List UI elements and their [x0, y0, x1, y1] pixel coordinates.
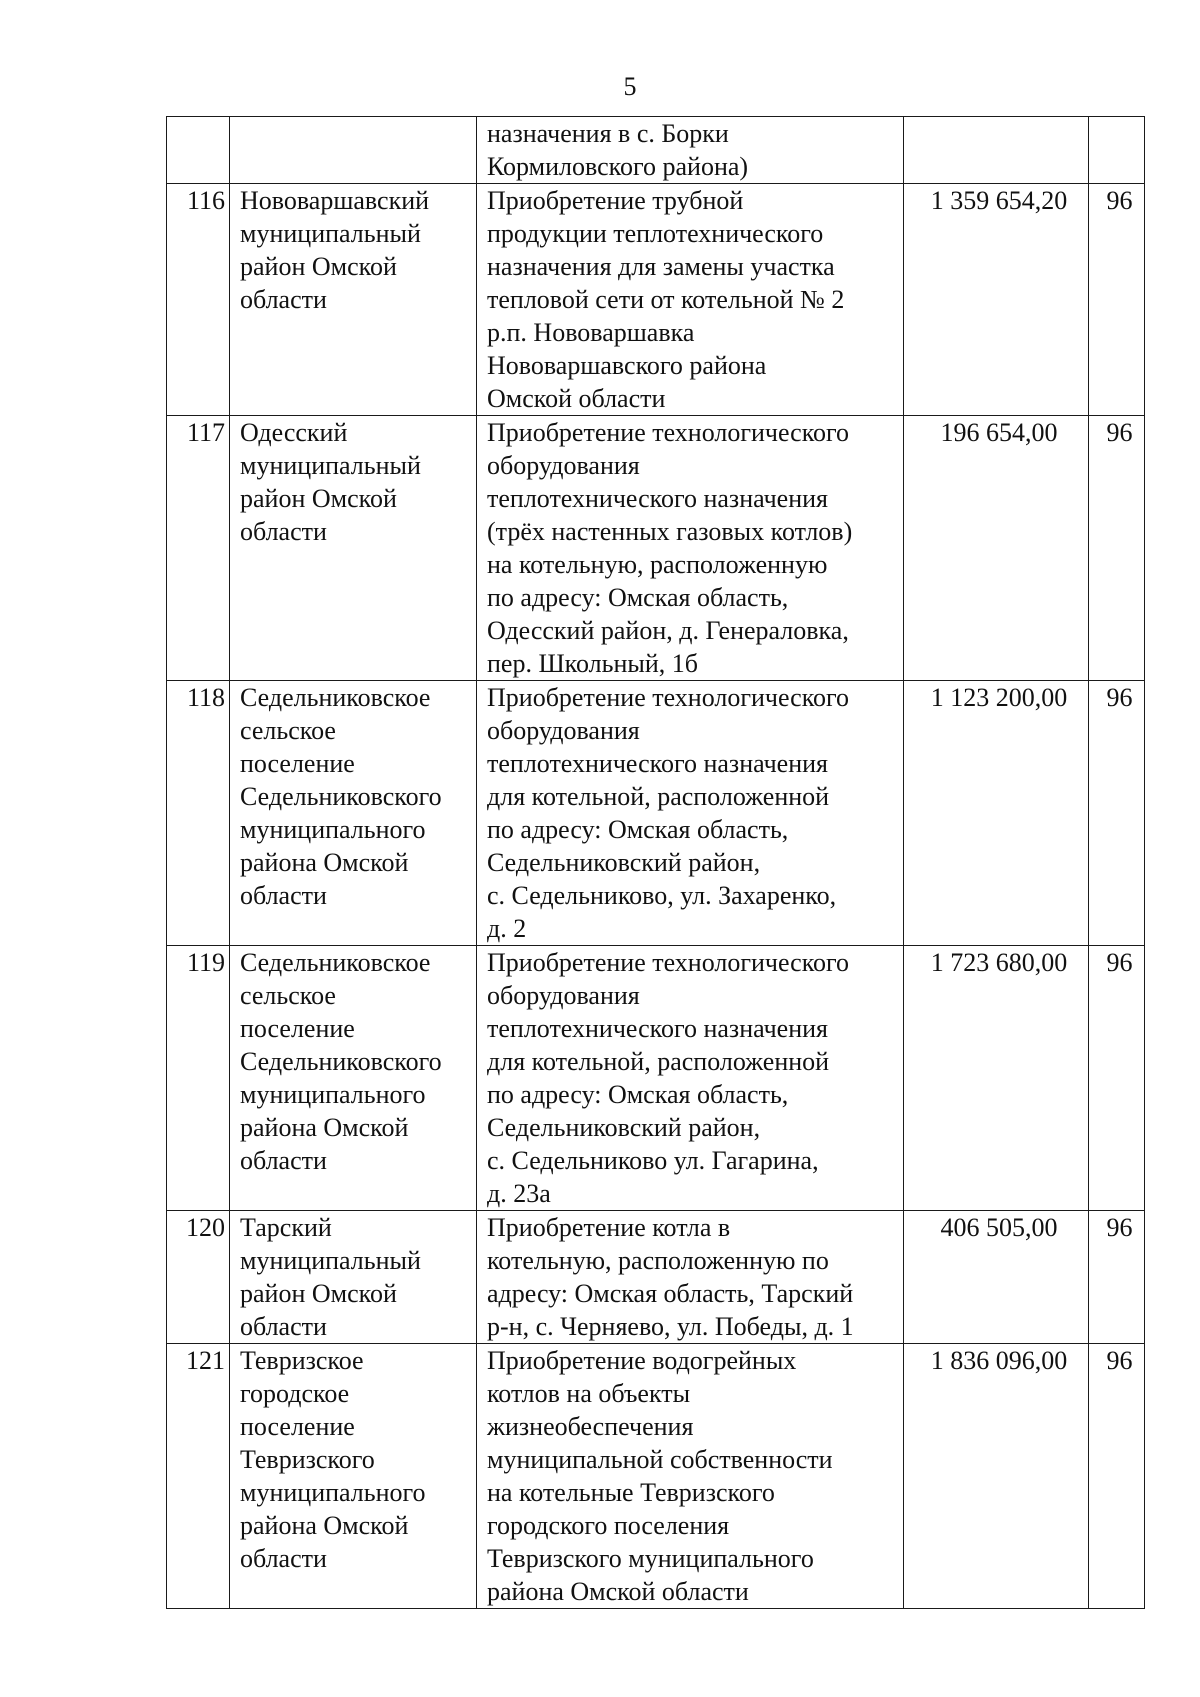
- purpose-line: теплотехнического назначения: [487, 749, 829, 778]
- recipient-line: области: [240, 1544, 327, 1573]
- purpose-cell: [477, 1344, 904, 1609]
- recipient-line: Седельниковское: [240, 948, 431, 977]
- row-number-cell: 116: [167, 184, 230, 416]
- purpose-line: Приобретение технологического: [487, 948, 850, 977]
- purpose-line: Седельниковский район,: [487, 1113, 761, 1142]
- recipient-line: Седельниковское: [240, 683, 431, 712]
- recipient-line: муниципального: [240, 815, 426, 844]
- recipient-line: Тевризского: [240, 1445, 375, 1474]
- percent-cell: 96: [1089, 946, 1145, 1211]
- recipient-line: Нововаршавский: [240, 186, 430, 215]
- purpose-line: назначения для замены участка: [487, 252, 835, 281]
- recipient-line: Тевризское: [240, 1346, 364, 1375]
- purpose-cell: [477, 184, 904, 416]
- purpose-line: оборудования: [487, 451, 640, 480]
- purpose-cell: [477, 681, 904, 946]
- recipient-line: области: [240, 517, 327, 546]
- recipient-line: области: [240, 881, 327, 910]
- purpose-line: д. 2: [487, 914, 527, 943]
- purpose-line: теплотехнического назначения: [487, 484, 829, 513]
- purpose-line: продукции теплотехнического: [487, 219, 824, 248]
- purpose-cell: [477, 416, 904, 681]
- recipient-line: муниципального: [240, 1478, 426, 1507]
- purpose-line: Кормиловского района): [487, 152, 749, 181]
- amount-cell: 196 654,00: [904, 416, 1089, 681]
- purpose-line: котлов на объекты: [487, 1379, 691, 1408]
- purpose-line: муниципальной собственности: [487, 1445, 833, 1474]
- purpose-line: котельную, расположенную по: [487, 1246, 829, 1275]
- purpose-line: района Омской области: [487, 1577, 749, 1606]
- recipient-line: сельское: [240, 716, 336, 745]
- purpose-line: на котельную, расположенную: [487, 550, 828, 579]
- row-number-cell: [167, 117, 230, 184]
- table-row: [167, 184, 1145, 416]
- purpose-line: р-н, с. Черняево, ул. Победы, д. 1: [487, 1312, 854, 1341]
- recipient-line: Одесский: [240, 418, 348, 447]
- recipient-cell: [230, 1211, 477, 1344]
- recipient-line: муниципальный: [240, 219, 421, 248]
- recipient-line: области: [240, 285, 327, 314]
- purpose-line: назначения в с. Борки: [487, 119, 729, 148]
- row-number-cell: 117: [167, 416, 230, 681]
- purpose-line: Приобретение котла в: [487, 1213, 731, 1242]
- row-number-cell: 121: [167, 1344, 230, 1609]
- purpose-line: Приобретение технологического: [487, 683, 850, 712]
- recipient-line: городское: [240, 1379, 350, 1408]
- purpose-line: по адресу: Омская область,: [487, 583, 789, 612]
- purpose-line: адресу: Омская область, Тарский: [487, 1279, 854, 1308]
- purpose-line: д. 23а: [487, 1179, 551, 1208]
- purpose-line: для котельной, расположенной: [487, 1047, 830, 1076]
- percent-cell: 96: [1089, 1211, 1145, 1344]
- purpose-line: для котельной, расположенной: [487, 782, 830, 811]
- row-number-cell: 118: [167, 681, 230, 946]
- percent-cell: 96: [1089, 681, 1145, 946]
- recipient-line: Тарский: [240, 1213, 332, 1242]
- amount-cell: 1 359 654,20: [904, 184, 1089, 416]
- percent-cell: 96: [1089, 184, 1145, 416]
- purpose-line: городского поселения: [487, 1511, 730, 1540]
- recipient-cell: [230, 681, 477, 946]
- table-row: [167, 1211, 1145, 1344]
- purpose-line: оборудования: [487, 981, 640, 1010]
- recipient-line: район Омской: [240, 1279, 397, 1308]
- recipient-line: района Омской: [240, 1113, 409, 1142]
- recipient-cell: [230, 184, 477, 416]
- purpose-line: Приобретение водогрейных: [487, 1346, 797, 1375]
- recipient-cell: [230, 1344, 477, 1609]
- purpose-cell: [477, 1211, 904, 1344]
- table-row: [167, 1344, 1145, 1609]
- recipient-line: Седельниковского: [240, 1047, 442, 1076]
- recipient-line: района Омской: [240, 848, 409, 877]
- recipient-line: муниципального: [240, 1080, 426, 1109]
- recipient-line: район Омской: [240, 484, 397, 513]
- purpose-line: р.п. Нововаршавка: [487, 318, 695, 347]
- purpose-line: на котельные Тевризского: [487, 1478, 775, 1507]
- recipient-line: муниципальный: [240, 1246, 421, 1275]
- recipient-line: поселение: [240, 1014, 355, 1043]
- amount-cell: 406 505,00: [904, 1211, 1089, 1344]
- percent-cell: 96: [1089, 416, 1145, 681]
- amount-cell: 1 723 680,00: [904, 946, 1089, 1211]
- table-row: [167, 681, 1145, 946]
- recipient-line: район Омской: [240, 252, 397, 281]
- subsidy-table: [166, 116, 1145, 1609]
- purpose-line: оборудования: [487, 716, 640, 745]
- purpose-line: по адресу: Омская область,: [487, 815, 789, 844]
- recipient-line: муниципальный: [240, 451, 421, 480]
- purpose-cell: [477, 117, 904, 184]
- purpose-line: Приобретение технологического: [487, 418, 850, 447]
- amount-cell: [904, 117, 1089, 184]
- recipient-cell: [230, 416, 477, 681]
- purpose-line: жизнеобеспечения: [487, 1412, 694, 1441]
- table-row: [167, 416, 1145, 681]
- recipient-line: Седельниковского: [240, 782, 442, 811]
- row-number-cell: 120: [167, 1211, 230, 1344]
- recipient-line: поселение: [240, 1412, 355, 1441]
- recipient-cell: [230, 117, 477, 184]
- purpose-line: Седельниковский район,: [487, 848, 761, 877]
- purpose-line: теплотехнического назначения: [487, 1014, 829, 1043]
- table-row: [167, 117, 1145, 184]
- recipient-line: сельское: [240, 981, 336, 1010]
- purpose-line: Одесский район, д. Генераловка,: [487, 616, 849, 645]
- purpose-line: Нововаршавского района: [487, 351, 767, 380]
- purpose-line: Омской области: [487, 384, 666, 413]
- recipient-line: поселение: [240, 749, 355, 778]
- purpose-line: по адресу: Омская область,: [487, 1080, 789, 1109]
- recipient-line: области: [240, 1312, 327, 1341]
- recipient-cell: [230, 946, 477, 1211]
- recipient-line: области: [240, 1146, 327, 1175]
- recipient-line: района Омской: [240, 1511, 409, 1540]
- purpose-line: тепловой сети от котельной № 2: [487, 285, 845, 314]
- amount-cell: 1 123 200,00: [904, 681, 1089, 946]
- purpose-cell: [477, 946, 904, 1211]
- row-number-cell: 119: [167, 946, 230, 1211]
- table-row: [167, 946, 1145, 1211]
- purpose-line: пер. Школьный, 1б: [487, 649, 699, 678]
- amount-cell: 1 836 096,00: [904, 1344, 1089, 1609]
- purpose-line: (трёх настенных газовых котлов): [487, 517, 853, 546]
- page-number: 5: [623, 72, 637, 101]
- table-body: [167, 117, 1145, 1609]
- purpose-line: Приобретение трубной: [487, 186, 744, 215]
- purpose-line: Тевризского муниципального: [487, 1544, 814, 1573]
- purpose-line: с. Седельниково, ул. Захаренко,: [487, 881, 837, 910]
- percent-cell: [1089, 117, 1145, 184]
- purpose-line: с. Седельниково ул. Гагарина,: [487, 1146, 819, 1175]
- percent-cell: 96: [1089, 1344, 1145, 1609]
